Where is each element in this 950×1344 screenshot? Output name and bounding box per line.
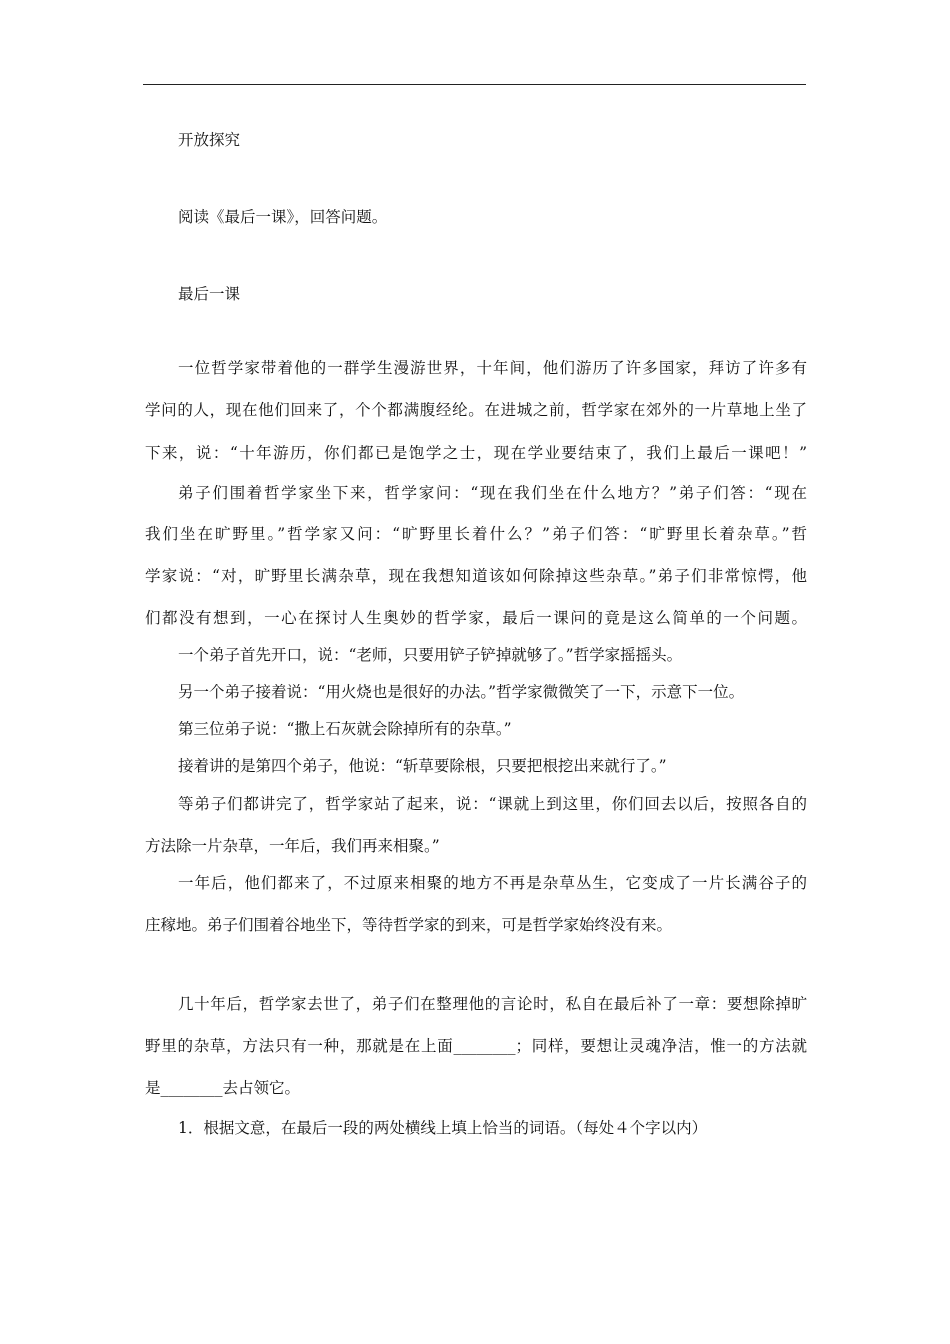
passage-line: 野里的杂草，方法只有一种，那就是在上面________；同样，要想让灵魂净洁，惟一的方法就 bbox=[145, 1037, 807, 1055]
passage-line: 接着讲的是第四个弟子，他说：“斩草要除根，只要把根挖出来就行了。” bbox=[178, 757, 667, 775]
passage-line: 等弟子们都讲完了，哲学家站了起来，说：“课就上到这里，你们回去以后，按照各自的 bbox=[178, 795, 807, 813]
reading-instruction: 阅读《最后一课》，回答问题。 bbox=[178, 208, 388, 226]
passage-line: 我们坐在旷野里。”哲学家又问：“旷野里长着什么？”弟子们答：“旷野里长着杂草。”哲 bbox=[145, 525, 807, 543]
passage-title: 最后一课 bbox=[178, 285, 241, 303]
passage-line: 学家说：“对，旷野里长满杂草，现在我想知道该如何除掉这些杂草。”弟子们非常惊愕，他 bbox=[145, 567, 807, 585]
passage-line: 另一个弟子接着说：“用火烧也是很好的办法。”哲学家微微笑了一下，示意下一位。 bbox=[178, 683, 745, 701]
passage-line: 一个弟子首先开口，说：“老师，只要用铲子铲掉就够了。”哲学家摇摇头。 bbox=[178, 646, 683, 664]
passage-line: 们都没有想到，一心在探讨人生奥妙的哲学家，最后一课问的竟是这么简单的一个问题。 bbox=[145, 609, 807, 627]
question-1: 1．根据文意，在最后一段的两处横线上填上恰当的词语。（每处４个字以内） bbox=[178, 1119, 708, 1137]
passage-line: 弟子们围着哲学家坐下来，哲学家问：“现在我们坐在什么地方？”弟子们答：“现在 bbox=[178, 484, 807, 502]
section-title: 开放探究 bbox=[178, 131, 241, 149]
passage-line: 第三位弟子说：“撒上石灰就会除掉所有的杂草。” bbox=[178, 720, 512, 738]
passage-line: 下来，说：“十年游历，你们都已是饱学之士，现在学业要结束了，我们上最后一课吧！” bbox=[145, 444, 807, 462]
passage-line: 学问的人，现在他们回来了，个个都满腹经纶。在进城之前，哲学家在郊外的一片草地上坐了 bbox=[145, 401, 807, 419]
passage-line: 庄稼地。弟子们围着谷地坐下，等待哲学家的到来，可是哲学家始终没有来。 bbox=[145, 916, 673, 934]
passage-line: 几十年后，哲学家去世了，弟子们在整理他的言论时，私自在最后补了一章：要想除掉旷 bbox=[178, 995, 807, 1013]
passage-line: 一位哲学家带着他的一群学生漫游世界，十年间，他们游历了许多国家，拜访了许多有 bbox=[178, 359, 807, 377]
header-rule bbox=[143, 84, 806, 85]
passage-line: 方法除一片杂草，一年后，我们再来相聚。” bbox=[145, 837, 440, 855]
passage-line: 是________去占领它。 bbox=[145, 1079, 301, 1097]
passage-line: 一年后，他们都来了，不过原来相聚的地方不再是杂草丛生，它变成了一片长满谷子的 bbox=[178, 874, 807, 892]
